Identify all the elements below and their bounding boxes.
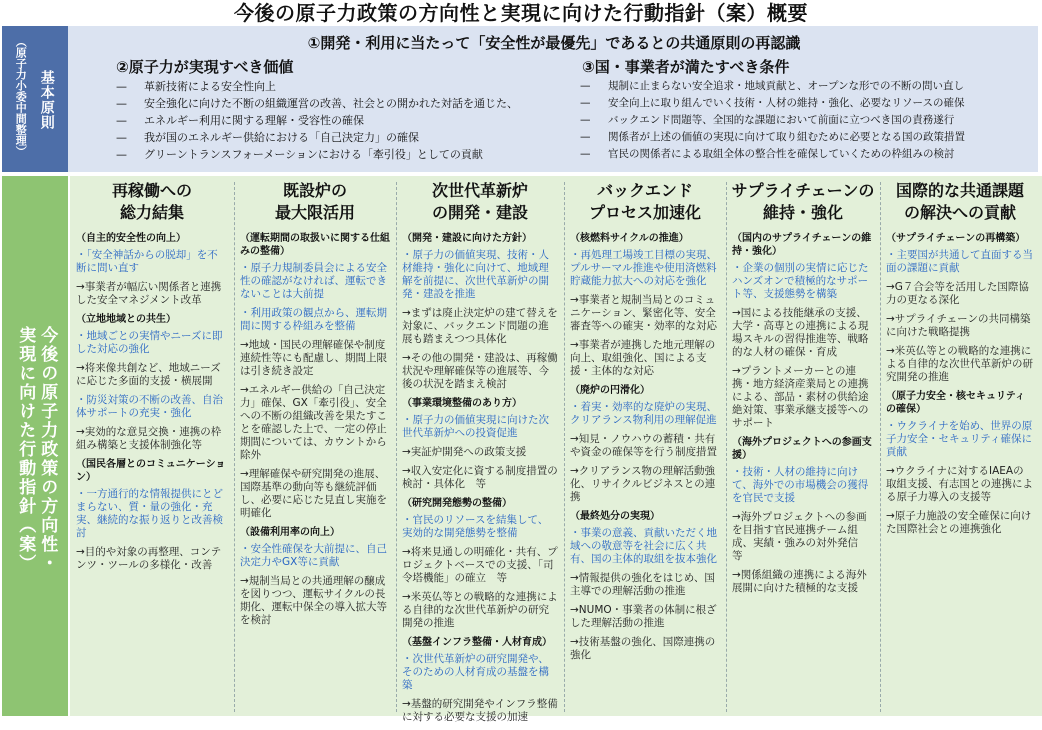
action-item: →規制当局との共通理解の醸成を図りつつ、運転サイクルの長期化、運転中保全の導入拡大等を検討: [240, 575, 387, 626]
action-item: →NUMO・事業者の体制に根ざした理解活動の推進: [570, 604, 717, 629]
column-divider: [726, 182, 727, 712]
column-header-line: 最大限活用: [274, 203, 355, 222]
basic-principles-label: [2, 26, 68, 172]
action-item: →将来像共創など、地域ニーズに応じた多面的支援・横展開: [76, 362, 221, 387]
policy-point: ・事業の意義、貢献いただく地域への敬意等を社会に広く共有、国の主体的取組を抜本強化: [570, 527, 717, 565]
action-item: →実効的な意見交換・連携の枠組み構築と支援体制強化等: [76, 426, 222, 451]
section-heading: （研究開発態勢の整備）: [402, 498, 512, 509]
section-heading: （核燃料サイクルの推進）: [570, 233, 689, 244]
action-item: →関係組織の連携による海外展開に向けた積極的な支援: [732, 569, 867, 594]
policy-point: ・ウクライナを始め、世界の原子力安全・セキュリティ確保に貢献: [886, 420, 1033, 458]
column-divider: [234, 182, 235, 712]
policy-point: ・企業の個別の実情に応じたハンズオンで積極的なサポート等、支援態勢を構築: [732, 262, 869, 300]
section-heading: （基盤インフラ整備・人材育成）: [402, 637, 552, 648]
action-item: →G７合会等を活用した国際協力の更なる深化: [886, 281, 1029, 306]
list-item: [116, 112, 556, 129]
action-item: →海外プロジェクトへの参画を目指す官民連携チーム組成、実績・強みの対外発信 等: [732, 511, 869, 562]
column-divider: [564, 182, 565, 712]
action-item: →エネルギー供給の「自己決定力」確保、GX「牽引役」、安全への不断の組織改善を果たすことを確認した上で、一定の停止期間については、カウントから除外: [240, 384, 387, 461]
list-item: — バックエンド問題等、全国的な課題において前面に立つべき国の責務遂行: [580, 112, 1036, 129]
policy-point: ・利用政策の観点から、運転期間に関する枠組みを整備: [240, 307, 387, 332]
basic-principles-sub-label: （原子力小委中間整理）: [14, 36, 28, 157]
policy-point: ・主要国が共通して直面する当面の課題に貢献: [886, 249, 1033, 274]
column-body: [570, 230, 720, 668]
action-guidelines-label: [2, 176, 68, 716]
column-backend: [566, 176, 724, 716]
action-item: →プラントメーカーとの連携・地方経済産業局との連携による、部品・素材の供給途絶対策、事業承継支援等へのサポート: [732, 365, 869, 429]
policy-point: ・着実・効率的な廃炉の実現、クリアランス物利用の理解促進: [570, 401, 717, 426]
column-header-line: の解決への貢献: [903, 203, 1016, 222]
action-item: →知見・ノウハウの蓄積・共有や資金の確保等を行う制度措置: [570, 433, 717, 458]
policy-point: ・官民のリソースを結集して、実効的な開発態勢を整備: [402, 514, 549, 539]
section-heading: （サプライチェーンの再構築）: [886, 233, 1026, 244]
action-item: →事業者が幅広い関係者と連携した安全マネジメント改革: [76, 281, 222, 306]
column-header: [236, 180, 394, 224]
column-header-line: 再稼働への: [111, 181, 192, 200]
action-item: →クリアランス物の理解活動強化、リサイクルビジネスとの連携: [570, 465, 716, 503]
action-item: →事業者が連携した地元理解の向上、取組強化、国による支援・主体的な対応: [570, 339, 716, 377]
policy-point: ・再処理工場竣工目標の実現、プルサーマル推進や使用済燃料貯蔵能力拡大への対応を強化: [570, 249, 717, 287]
policy-point: ・技術・人材の維持に向けて、海外での市場機会の獲得を官民で支援: [732, 466, 869, 504]
column-header: [398, 180, 562, 224]
section-heading: （国民各層とのコミュニケーション）: [76, 459, 226, 483]
column-header-line: 維持・強化: [762, 203, 843, 222]
section-heading: （運転期間の取扱いに関する仕組みの整備）: [240, 233, 390, 257]
action-item: →ウクライナに対するIAEAの取組支援、有志国との連携による原子力導入の支援等: [886, 465, 1033, 503]
basic-principles-main-label: 基本原則: [38, 70, 55, 130]
section-heading: （事業環境整備のあり方）: [402, 398, 522, 409]
policy-point: ・安全性確保を大前提に、自己決定力やGX等に貢献: [240, 543, 387, 568]
list-item: — 安全強化に向けた不断の組織運営の改善、社会との開かれた対話を通じた、: [116, 95, 556, 112]
action-item: →米英仏等との戦略的な連携による自律的な次世代革新炉の研究開発の推進: [886, 345, 1033, 383]
list-item: — 関係者が上述の価値の実現に向けて取り組むために必要となる国の政策措置: [580, 129, 1036, 146]
section-heading: （海外プロジェクトへの参画支援）: [732, 437, 872, 461]
section-heading: （設備利用率の向上）: [240, 527, 340, 538]
action-item: →サプライチェーンの共同構築に向けた戦略提携: [886, 313, 1031, 338]
section-heading: （自主的安全性の向上）: [76, 233, 186, 244]
column-header-line: サプライチェーンの: [731, 181, 875, 200]
list-item: — 規制に止まらない安全追求・地域貢献と、オープンな形での不断の問い直し: [580, 78, 1036, 95]
list-item-continuation: エネルギー利用に関する理解・受容性の確保: [144, 114, 364, 127]
column-header-line: バックエンド: [597, 181, 693, 200]
column-body: [402, 230, 558, 730]
action-item: →技術基盤の強化、国際連携の強化: [570, 636, 716, 661]
policy-point: ・原子力の価値実現、技術・人材維持・強化に向けて、地域理解を前提に、次世代革新炉の開発・建設を推進: [402, 249, 549, 300]
principle-2-heading: ②原子力が実現すべき価値: [116, 58, 294, 76]
policy-point: ・原子力規制委員会による安全性の確認がなければ、運転できないことは大前提: [240, 262, 387, 300]
column-body: [240, 230, 390, 633]
list-item: — 安全向上に取り組んでいく技術・人材の維持・強化、必要なリソースの確保: [580, 95, 1036, 112]
column-restart: [72, 176, 232, 716]
column-header: [882, 180, 1038, 224]
column-supply-chain: [728, 176, 878, 716]
list-item: — グリーントランスフォーメーションにおける「牽引役」としての貢献: [116, 146, 556, 163]
section-heading: （廃炉の円滑化）: [570, 385, 650, 396]
action-item: →地域・国民の理解確保や制度連続性等にも配慮し、期間上限は引き続き設定: [240, 339, 387, 377]
policy-point: ・次世代革新炉の研究開発や、そのための人材育成の基盤を構築: [402, 653, 549, 691]
action-item: →原子力施設の安全確保に向けた国際社会との連携強化: [886, 510, 1032, 535]
action-guidelines-label-line1: 今後の原子力政策の方向性・: [37, 326, 58, 573]
column-divider: [396, 182, 397, 712]
column-existing-reactors: [236, 176, 394, 716]
column-header-line: プロセス加速化: [588, 203, 701, 222]
action-item: →基盤的研究開発やインフラ整備に対する必要な支援の加速: [402, 698, 558, 723]
column-header-line: 国際的な共通課題: [895, 181, 1024, 200]
principle-2-list: [116, 78, 556, 163]
policy-point: ・地域ごとの実情やニーズに即した対応の強化: [76, 330, 223, 355]
action-guidelines-label-line2: 実現に向けた行動指針（案）: [15, 326, 36, 573]
list-item: — 官民の関係者による取組全体の整合性を確保していくための枠組みの検討: [580, 146, 1036, 163]
column-header-line: 既設炉の: [282, 181, 347, 200]
action-item: →まずは廃止決定炉の建て替えを対象に、バックエンド問題の進展も踏まえつつ具体化: [402, 307, 558, 345]
column-international: [882, 176, 1038, 716]
section-heading: （国内のサプライチェーンの維持・強化）: [732, 233, 872, 257]
column-header-line: 次世代革新炉: [431, 181, 528, 200]
column-body: [732, 230, 874, 601]
policy-point: ・「安全神話からの脱却」を不断に問い直す: [76, 249, 218, 274]
section-heading: （立地地域との共生）: [76, 314, 176, 325]
list-item: — 革新技術による安全性向上: [116, 78, 556, 95]
column-header: [566, 180, 724, 224]
column-header-line: 総力結集: [119, 203, 184, 222]
section-heading: （原子力安全・核セキュリティの確保）: [886, 391, 1025, 415]
policy-point: ・原子力の価値実現に向けた次世代革新炉への投資促進: [402, 414, 549, 439]
column-header-line: の開発・建設: [431, 203, 528, 222]
column-divider: [880, 182, 881, 712]
action-item: →実証炉開発への政策支援: [402, 446, 527, 458]
policy-point: ・防災対策の不断の改善、自治体サポートの充実・強化: [76, 394, 223, 419]
column-body: [886, 230, 1034, 542]
list-item: — 我が国のエネルギー供給における「自己決定力」の確保: [116, 129, 556, 146]
page-title: 今後の原子力政策の方向性と実現に向けた行動指針（案）概要: [234, 1, 808, 25]
action-item: →情報提供の強化をはじめ、国主導での理解活動の推進: [570, 572, 715, 597]
action-item: →将来見通しの明確化・共有、プロジェクトベースでの支援、「司令塔機能」の確立 等: [402, 546, 558, 584]
principle-3-heading: ③国・事業者が満たすべき条件: [582, 58, 790, 76]
column-header: [72, 180, 232, 224]
action-item: →その他の開発・建設は、再稼働状況や理解確保等の進展等、今後の状況を踏まえ検討: [402, 352, 558, 390]
column-header: [728, 180, 878, 224]
action-item: →目的や対象の再整理、コンテンツ・ツールの多様化・改善: [76, 546, 222, 571]
principle-1-heading: ①開発・利用に当たって「安全性が最優先」であるとの共通原則の再認識: [307, 34, 801, 52]
action-item: →理解確保や研究開発の進展、国際基準の動向等も継続評価し、必要に応じた見直し実施を明確化: [240, 468, 387, 519]
policy-point: ・一方通行的な情報提供にとどまらない、質・量の強化・充実、継続的な振り返りと改善検討: [76, 488, 223, 539]
column-next-gen-reactors: [398, 176, 562, 723]
action-item: →国による技能継承の支援、大学・高専との連携による現場スキルの習得推進等、戦略的な人材の確保・育成: [732, 307, 869, 358]
section-heading: （開発・建設に向けた方針）: [402, 233, 532, 244]
action-item: →米英仏等との戦略的な連携による自律的な次世代革新炉の研究開発の推進: [402, 591, 558, 629]
action-item: →収入安定化に資する制度措置の検討・具体化 等: [402, 465, 558, 490]
action-item: →事業者と規制当局とのコミュニケーション、緊密化等、安全審査等への確実・効率的な対応: [570, 294, 717, 332]
section-heading: （最終処分の実現）: [570, 511, 660, 522]
principle-3-list: [580, 78, 1036, 163]
column-body: [76, 230, 228, 578]
